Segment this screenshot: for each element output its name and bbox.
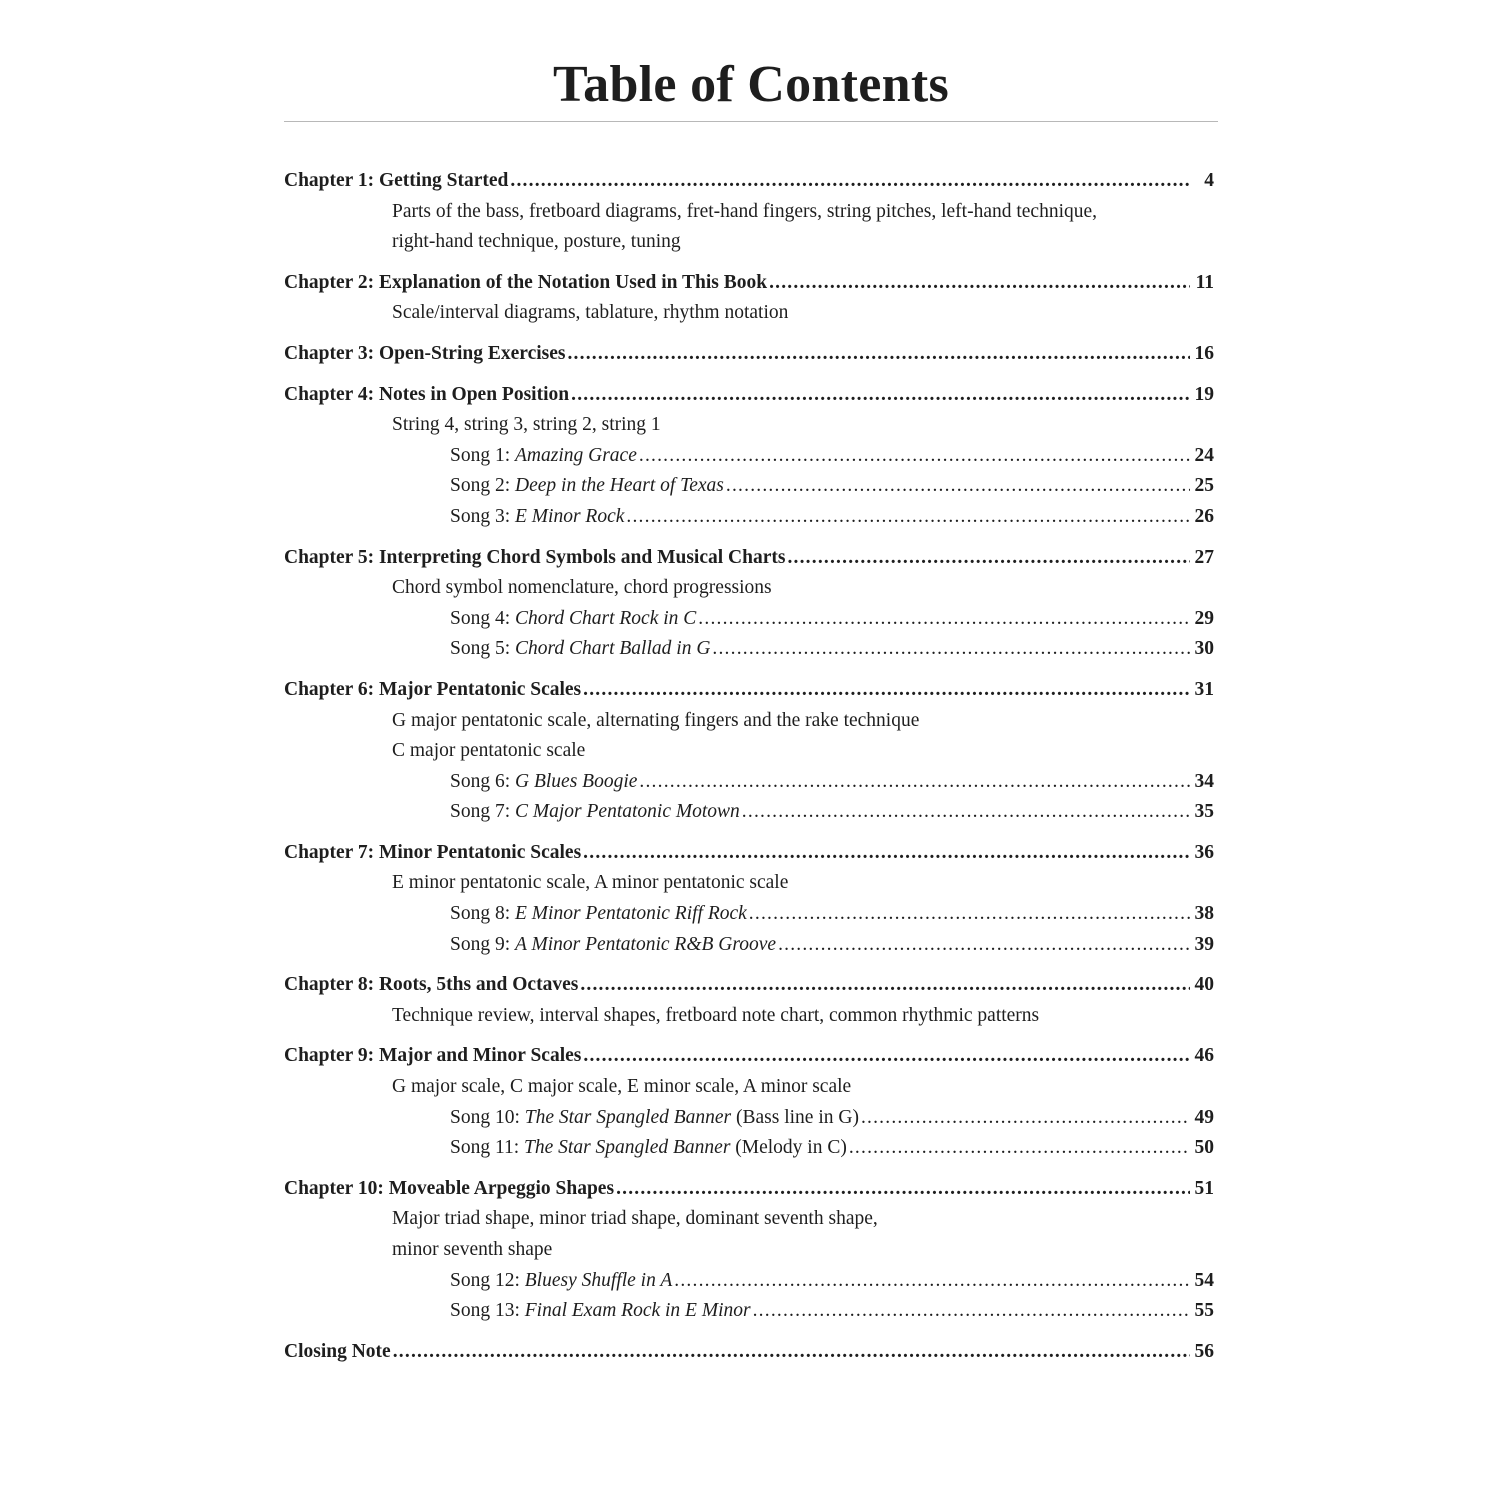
song-number: Song 9: — [450, 933, 516, 955]
song-title: The Star Spangled Banner — [524, 1137, 731, 1159]
chapter-title: Chapter 9: Major and Minor Scales — [284, 1045, 582, 1067]
song-label — [450, 471, 724, 502]
chapter-title: Chapter 1: Getting Started — [284, 170, 509, 191]
toc-topic-line — [284, 197, 1214, 228]
song-number: Song 1: — [450, 444, 516, 466]
topic-text: Technique review, interval shapes, fretboard note chart, common rhythmic patterns — [392, 1004, 1040, 1026]
song-title: A Minor Pentatonic R&B Groove — [515, 933, 777, 955]
toc-topic-line — [284, 1235, 1214, 1266]
page-number: 55 — [1194, 1300, 1214, 1322]
page-number: 46 — [1194, 1045, 1214, 1067]
dot-leader — [726, 471, 1190, 502]
topic-text: Parts of the bass, fretboard diagrams, fret-hand fingers, string pitches, left-hand technique, — [392, 200, 1098, 222]
song-number: Song 3: — [450, 505, 516, 527]
toc-song-entry — [284, 604, 1214, 635]
toc-topic-line — [284, 1072, 1214, 1103]
toc-song-entry — [284, 899, 1214, 930]
dot-leader — [778, 930, 1190, 961]
toc-chapter-entry — [284, 970, 1214, 1001]
song-title: Amazing Grace — [515, 444, 637, 466]
toc-page — [284, 0, 1218, 1500]
toc-topic-line — [284, 573, 1214, 604]
toc-song-entry — [284, 1266, 1214, 1297]
song-title: Chord Chart Rock in C — [515, 607, 697, 629]
dot-leader — [583, 838, 1190, 869]
song-label — [450, 767, 637, 798]
dot-leader — [567, 339, 1190, 370]
toc-topic-line — [284, 227, 1214, 258]
song-number: Song 4: — [450, 607, 516, 629]
song-number: Song 10: — [450, 1106, 525, 1128]
song-label — [450, 930, 776, 961]
dot-leader — [626, 502, 1190, 533]
song-note: (Bass line in G) — [731, 1106, 859, 1128]
page-number: 19 — [1194, 383, 1214, 405]
chapter-title: Chapter 10: Moveable Arpeggio Shapes — [284, 1177, 615, 1199]
dot-leader — [753, 1296, 1190, 1327]
page-number: 34 — [1194, 770, 1214, 792]
toc-chapter-entry — [284, 1337, 1214, 1368]
song-title: Bluesy Shuffle in A — [524, 1269, 673, 1291]
song-label — [450, 634, 710, 665]
chapter-title: Chapter 8: Roots, 5ths and Octaves — [284, 974, 579, 996]
toc-topic-line — [284, 1001, 1214, 1032]
page-number: 51 — [1194, 1177, 1214, 1199]
toc-chapter-entry — [284, 1174, 1214, 1205]
dot-leader — [583, 1041, 1190, 1072]
toc-song-entry — [284, 797, 1214, 828]
dot-leader — [571, 380, 1190, 411]
song-label — [450, 1133, 847, 1164]
song-label — [450, 604, 696, 635]
page-number: 31 — [1194, 678, 1214, 700]
song-label — [450, 797, 740, 828]
chapter-title: Chapter 7: Minor Pentatonic Scales — [284, 841, 582, 863]
page-number: 24 — [1194, 444, 1214, 466]
page-number: 35 — [1194, 801, 1214, 823]
toc-song-entry — [284, 441, 1214, 472]
toc-song-entry — [284, 1103, 1214, 1134]
toc-chapter-entry — [284, 166, 1214, 197]
page-number: 25 — [1194, 475, 1214, 497]
toc-topic-line — [284, 706, 1214, 737]
song-number: Song 13: — [450, 1300, 525, 1322]
dot-leader — [742, 797, 1190, 828]
chapter-title: Chapter 4: Notes in Open Position — [284, 383, 570, 405]
toc-song-entry — [284, 1296, 1214, 1327]
dot-leader — [674, 1266, 1190, 1297]
song-number: Song 11: — [450, 1137, 525, 1159]
toc-song-entry — [284, 1133, 1214, 1164]
page-number: 50 — [1194, 1137, 1214, 1159]
dot-leader — [712, 634, 1190, 665]
song-label — [450, 502, 624, 533]
dot-leader — [393, 1337, 1190, 1368]
page-title: Table of Contents — [552, 56, 950, 113]
song-number: Song 7: — [450, 801, 516, 823]
toc-topic-line — [284, 1204, 1214, 1235]
song-number: Song 6: — [450, 770, 516, 792]
toc-chapter-entry — [284, 380, 1214, 411]
song-label — [450, 899, 747, 930]
toc-song-entry — [284, 471, 1214, 502]
page-number: 29 — [1194, 607, 1214, 629]
topic-text: G major pentatonic scale, alternating fingers and the rake technique — [392, 709, 920, 731]
dot-leader — [639, 767, 1190, 798]
song-number: Song 8: — [450, 903, 516, 925]
dot-leader — [787, 543, 1190, 574]
toc-song-entry — [284, 930, 1214, 961]
dot-leader — [639, 441, 1190, 472]
toc-topic-line — [284, 410, 1214, 441]
song-title: G Blues Boogie — [515, 770, 638, 792]
song-label — [450, 1266, 672, 1297]
page-number: 39 — [1194, 933, 1214, 955]
song-title: The Star Spangled Banner — [524, 1106, 732, 1128]
song-title: C Major Pentatonic Motown — [515, 801, 740, 823]
page-number: 38 — [1194, 903, 1214, 925]
toc-list — [284, 166, 1214, 1367]
toc-chapter-entry — [284, 1041, 1214, 1072]
dot-leader — [580, 970, 1190, 1001]
toc-topic-line — [284, 736, 1214, 767]
toc-chapter-entry — [284, 268, 1214, 299]
page-number: 56 — [1194, 1340, 1214, 1362]
dot-leader — [849, 1133, 1190, 1164]
song-number: Song 2: — [450, 475, 516, 497]
toc-song-entry — [284, 502, 1214, 533]
page-number: 27 — [1194, 546, 1214, 568]
song-label — [450, 1103, 859, 1134]
toc-chapter-entry — [284, 675, 1214, 706]
title-divider — [284, 121, 1218, 122]
song-note: (Melody in C) — [730, 1137, 847, 1159]
topic-text: right-hand technique, posture, tuning — [392, 231, 681, 253]
topic-text: G major scale, C major scale, E minor scale, A minor scale — [392, 1076, 852, 1098]
topic-text: String 4, string 3, string 2, string 1 — [392, 414, 661, 436]
song-title: Deep in the Heart of Texas — [515, 475, 724, 497]
toc-song-entry — [284, 767, 1214, 798]
topic-text: Major triad shape, minor triad shape, dominant seventh shape, — [392, 1208, 878, 1230]
dot-leader — [769, 268, 1190, 299]
song-title: E Minor Pentatonic Riff Rock — [515, 903, 747, 925]
song-number: Song 5: — [450, 638, 516, 660]
dot-leader — [861, 1103, 1190, 1134]
chapter-title: Chapter 3: Open-String Exercises — [284, 342, 566, 364]
page-number: 30 — [1194, 638, 1214, 660]
toc-chapter-entry — [284, 339, 1214, 370]
topic-text: E minor pentatonic scale, A minor pentatonic scale — [392, 872, 789, 894]
page-number: 36 — [1194, 841, 1214, 863]
toc-chapter-entry — [284, 543, 1214, 574]
page-number: 11 — [1195, 271, 1214, 293]
dot-leader — [510, 166, 1190, 197]
topic-text: Chord symbol nomenclature, chord progressions — [392, 577, 772, 599]
toc-topic-line — [284, 868, 1214, 899]
page-number: 16 — [1194, 342, 1214, 364]
topic-text: C major pentatonic scale — [392, 740, 586, 762]
page-number: 4 — [1204, 170, 1214, 191]
topic-text: Scale/interval diagrams, tablature, rhythm notation — [392, 302, 789, 324]
topic-text: minor seventh shape — [392, 1239, 553, 1260]
song-label — [450, 441, 637, 472]
chapter-title: Chapter 5: Interpreting Chord Symbols and Musical Charts — [284, 546, 786, 568]
toc-chapter-entry — [284, 838, 1214, 869]
page-number: 49 — [1194, 1106, 1214, 1128]
song-title: E Minor Rock — [515, 505, 625, 527]
dot-leader — [749, 899, 1190, 930]
song-number: Song 12: — [450, 1269, 525, 1291]
dot-leader — [616, 1174, 1190, 1205]
song-title: Chord Chart Ballad in G — [515, 638, 711, 660]
chapter-title: Closing Note — [284, 1340, 391, 1362]
page-number: 26 — [1194, 505, 1214, 527]
dot-leader — [698, 604, 1190, 635]
chapter-title: Chapter 2: Explanation of the Notation Used in This Book — [284, 271, 768, 293]
dot-leader — [583, 675, 1190, 706]
toc-topic-line — [284, 298, 1214, 329]
song-title: Final Exam Rock in E Minor — [524, 1300, 751, 1322]
song-label — [450, 1296, 751, 1327]
page-number: 54 — [1194, 1269, 1214, 1291]
toc-song-entry — [284, 634, 1214, 665]
chapter-title: Chapter 6: Major Pentatonic Scales — [284, 678, 582, 700]
page-number: 40 — [1194, 974, 1214, 996]
